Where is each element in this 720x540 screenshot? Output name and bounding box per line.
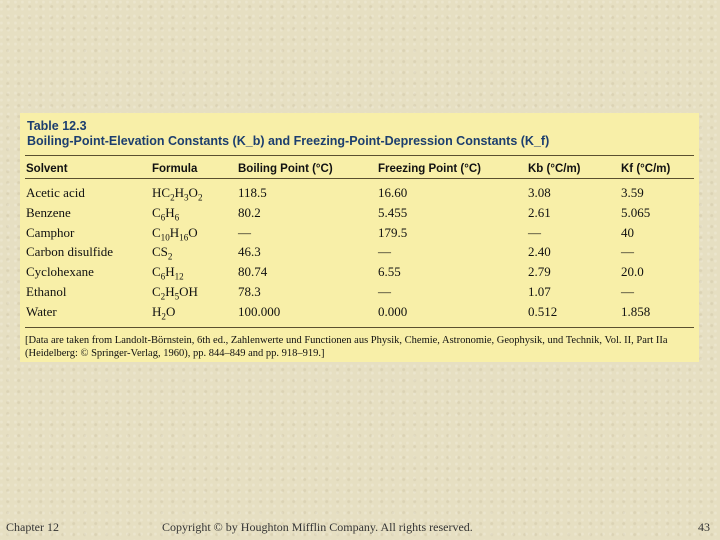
cell-boiling-point: 118.5: [238, 185, 267, 200]
cell-solvent: Carbon disulfide: [26, 244, 114, 260]
footer-copyright: Copyright © by Houghton Mifflin Company. All rights reserved.: [162, 520, 473, 534]
cell-kb: 1.07: [528, 284, 551, 299]
cell-formula: $C_6H_{12}$: [152, 264, 184, 282]
cell-kb: 0.512: [528, 303, 558, 319]
cell-boiling-point: —: [238, 224, 251, 240]
cell-formula: $CS_2$: [152, 244, 173, 262]
cell-kf: 1.858: [621, 303, 651, 319]
table-row: [20, 225, 699, 244]
header-kb: Kb (°C/m): [528, 163, 581, 175]
cell-kb: 2.61: [528, 204, 551, 220]
cell-solvent: Benzene: [26, 204, 71, 220]
table-row: [20, 205, 699, 224]
cell-freezing-point: —: [378, 244, 391, 260]
cell-boiling-point: 100.000: [238, 303, 281, 319]
cell-formula: $HC_2H_3O_2$: [152, 185, 203, 203]
cell-kf: —: [621, 244, 634, 260]
cell-freezing-point: —: [378, 284, 391, 299]
header-kf: Kf (°C/m): [621, 163, 671, 175]
cell-kb: 3.08: [528, 185, 551, 200]
cell-boiling-point: 46.3: [238, 244, 261, 260]
cell-freezing-point: 0.000: [378, 303, 408, 319]
table-caption: Boiling-Point-Elevation Constants (K_b) and Freezing-Point-Depression Constants (K_f): [27, 134, 550, 148]
header-boiling-point: Boiling Point (°C): [238, 163, 333, 175]
table-title: [27, 119, 549, 149]
cell-solvent: Water: [26, 303, 57, 319]
footer-page-number: 43: [698, 520, 710, 534]
cell-boiling-point: 80.74: [238, 264, 268, 280]
cell-boiling-point: 78.3: [238, 284, 261, 299]
header-solvent: Solvent: [26, 163, 68, 175]
cell-freezing-point: 5.455: [378, 204, 408, 220]
table-row: [20, 185, 699, 204]
cell-kb: 2.79: [528, 264, 551, 280]
cell-kb: —: [528, 224, 541, 240]
cell-solvent: Acetic acid: [26, 185, 85, 200]
cell-kf: 40: [621, 224, 634, 240]
cell-freezing-point: 16.60: [378, 185, 408, 200]
table-number: Table 12.3: [27, 119, 87, 133]
cell-boiling-point: 80.2: [238, 204, 261, 220]
top-rule: [25, 155, 694, 156]
cell-kf: 3.59: [621, 185, 644, 200]
cell-solvent: Ethanol: [26, 284, 67, 299]
header-rule: [25, 178, 694, 179]
table-row: [20, 244, 699, 263]
cell-freezing-point: 6.55: [378, 264, 401, 280]
table-row: [20, 264, 699, 283]
table-row: [20, 284, 699, 303]
cell-solvent: Camphor: [26, 224, 75, 240]
header-formula: Formula: [152, 163, 198, 175]
cell-solvent: Cyclohexane: [26, 264, 94, 280]
header-freezing-point: Freezing Point (°C): [378, 163, 481, 175]
table-row: [20, 304, 699, 323]
cell-kf: 5.065: [621, 204, 651, 220]
cell-formula: $H_2O$: [152, 303, 176, 322]
cell-formula: $C_{10}H_{16}O$: [152, 224, 198, 243]
footer-chapter: Chapter 12: [6, 520, 59, 534]
cell-formula: $C_2H_5OH$: [152, 284, 198, 302]
data-table-card: [20, 113, 699, 362]
cell-kf: 20.0: [621, 264, 644, 280]
cell-freezing-point: 179.5: [378, 224, 408, 240]
cell-kf: —: [621, 284, 634, 299]
bottom-rule: [25, 327, 694, 328]
cell-kb: 2.40: [528, 244, 551, 260]
table-footnote: [Data are taken from Landolt-Börnstein, 6th ed., Zahlenwerte und Functionen aus Physik, Chemie, Astronomie, Geophysik, und Technik, Vol. II, Part IIa (Heidelberg: © Springer-Verlag, 1960), pp. 844–849 and pp. 918–919.]: [25, 335, 668, 359]
cell-formula: $C_6H_6$: [152, 204, 180, 223]
